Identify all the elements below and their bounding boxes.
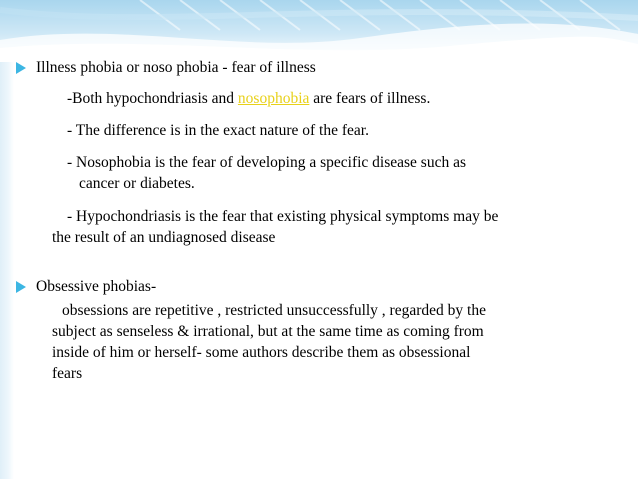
sub-line: fears [52,365,83,382]
sub-line: subject as senseless & irrational, but at the same time as coming from [52,323,484,340]
sub-line [67,89,430,109]
sub-text: -Both hypochondriasis and [67,90,238,107]
bullet-heading-obsessive-phobias: Obsessive phobias- [36,278,157,295]
sub-line-continuation: cancer or diabetes. [79,175,195,192]
nosophobia-link[interactable]: nosophobia [237,90,310,107]
sub-text: are fears of illness. [309,90,431,107]
sub-line: - Nosophobia is the fear of developing a specific disease such as [67,154,466,171]
arrowhead-bullet-icon [16,62,26,74]
sub-line-continuation: the result of an undiagnosed disease [52,229,276,246]
sub-line: obsessions are repetitive , restricted unsuccessfully , regarded by the [62,302,486,319]
sub-line: - Hypochondriasis is the fear that existing physical symptoms may be [67,208,499,225]
sub-line: inside of him or herself- some authors describe them as obsessional [52,344,471,361]
bullet-heading-illness-phobia: Illness phobia or noso phobia - fear of illness [36,59,316,76]
arrowhead-bullet-icon [16,281,26,293]
sub-line: - The difference is in the exact nature of the fear. [67,122,369,139]
